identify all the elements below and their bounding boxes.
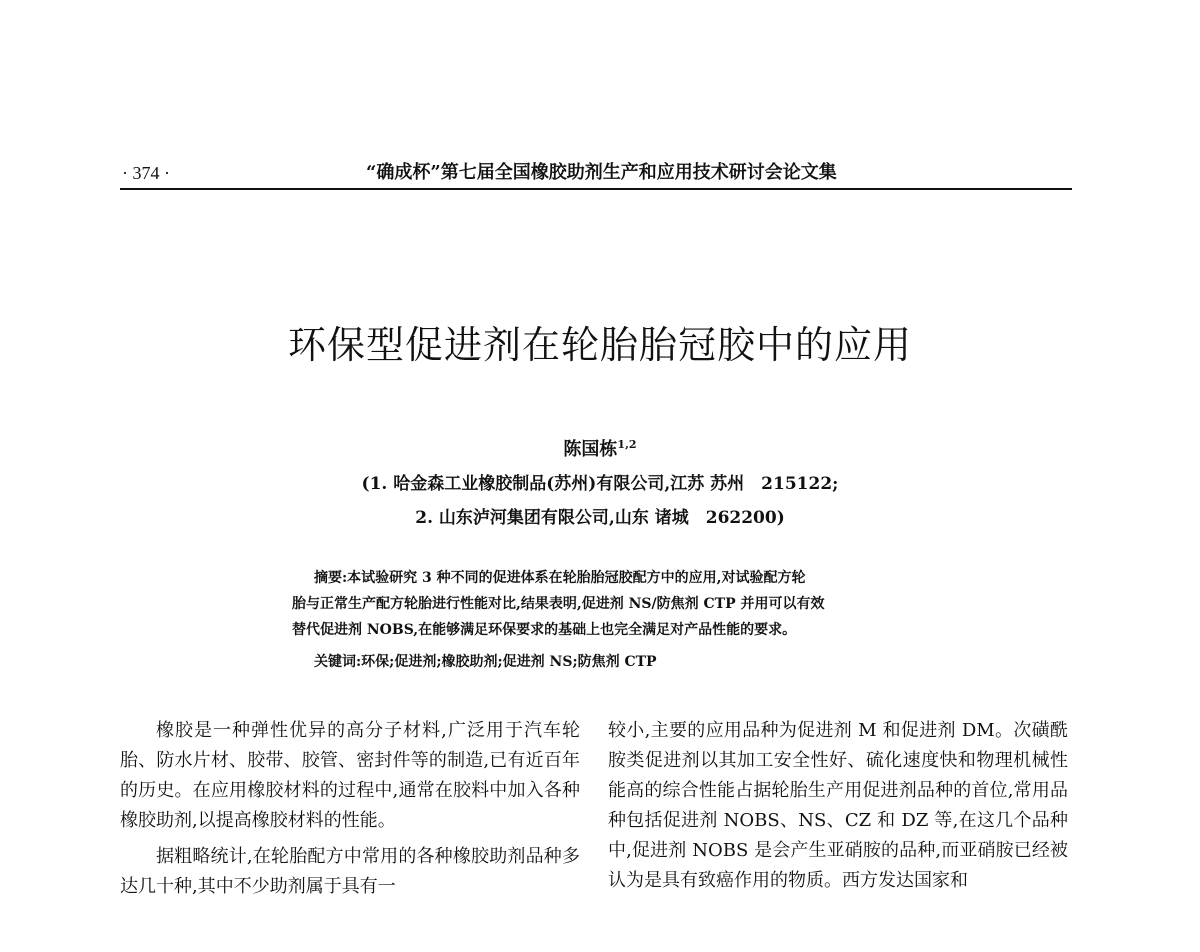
body-column-left [120,716,580,908]
body-column-right [608,716,1068,902]
keywords-label: 关键词: [314,654,362,670]
abstract-text-1: 本试验研究 3 种不同的促进体系在轮胎胎冠胶配方中的应用,对试验配方轮 [347,570,806,586]
body-paragraph: 据粗略统计,在轮胎配方中常用的各种橡胶助剂品种多达几十种,其中不少助剂属于具有一 [120,846,580,897]
journal-title: “确成杯”第七届全国橡胶助剂生产和应用技术研讨会论文集 [366,162,837,183]
author-line [0,438,1200,462]
abstract-line-2: 胎与正常生产配方轮胎进行性能对比,结果表明,促进剂 NS/防焦剂 CTP 并用可以有效 [292,596,825,612]
abstract-label: 摘要: [314,570,348,586]
author-name: 陈国栋 [563,439,618,460]
abstract [292,565,904,643]
body-paragraph: 较小,主要的应用品种为促进剂 M 和促进剂 DM。次磺酰胺类促进剂以其加工安全性好、硫化速度快和物理机械性能高的综合性能占据轮胎生产用促进剂品种的首位,常用品种包括促进剂 NOBS、NS、CZ 和 DZ 等,在这几个品种中,促进剂 NOBS 是会产生亚硝胺的品种,而亚硝胺已经被认为是具有致癌作用的物质。西方发达国家和 [608,720,1068,891]
keywords-text: 环保;促进剂;橡胶助剂;促进剂 NS;防焦剂 CTP [361,654,657,670]
running-header [120,162,1072,190]
affiliation-2: 2. 山东泸河集团有限公司,山东 诸城 262200) [415,508,785,528]
abstract-line-3: 替代促进剂 NOBS,在能够满足环保要求的基础上也完全满足对产品性能的要求。 [292,622,797,638]
page-number: · 374 · [122,163,170,183]
keywords [314,649,914,675]
body-paragraph: 橡胶是一种弹性优异的高分子材料,广泛用于汽车轮胎、防水片材、胶带、胶管、密封件等的制造,已有近百年的历史。在应用橡胶材料的过程中,通常在胶料中加入各种橡胶助剂,以提高橡胶材料的性能。 [120,720,580,831]
author-affiliation-marks: 1,2 [617,438,637,451]
affiliation-1: (1. 哈金森工业橡胶制品(苏州)有限公司,江苏 苏州 215122; [361,474,839,494]
article-title: 环保型促进剂在轮胎胎冠胶中的应用 [287,323,912,367]
abstract-line-1 [292,565,904,591]
